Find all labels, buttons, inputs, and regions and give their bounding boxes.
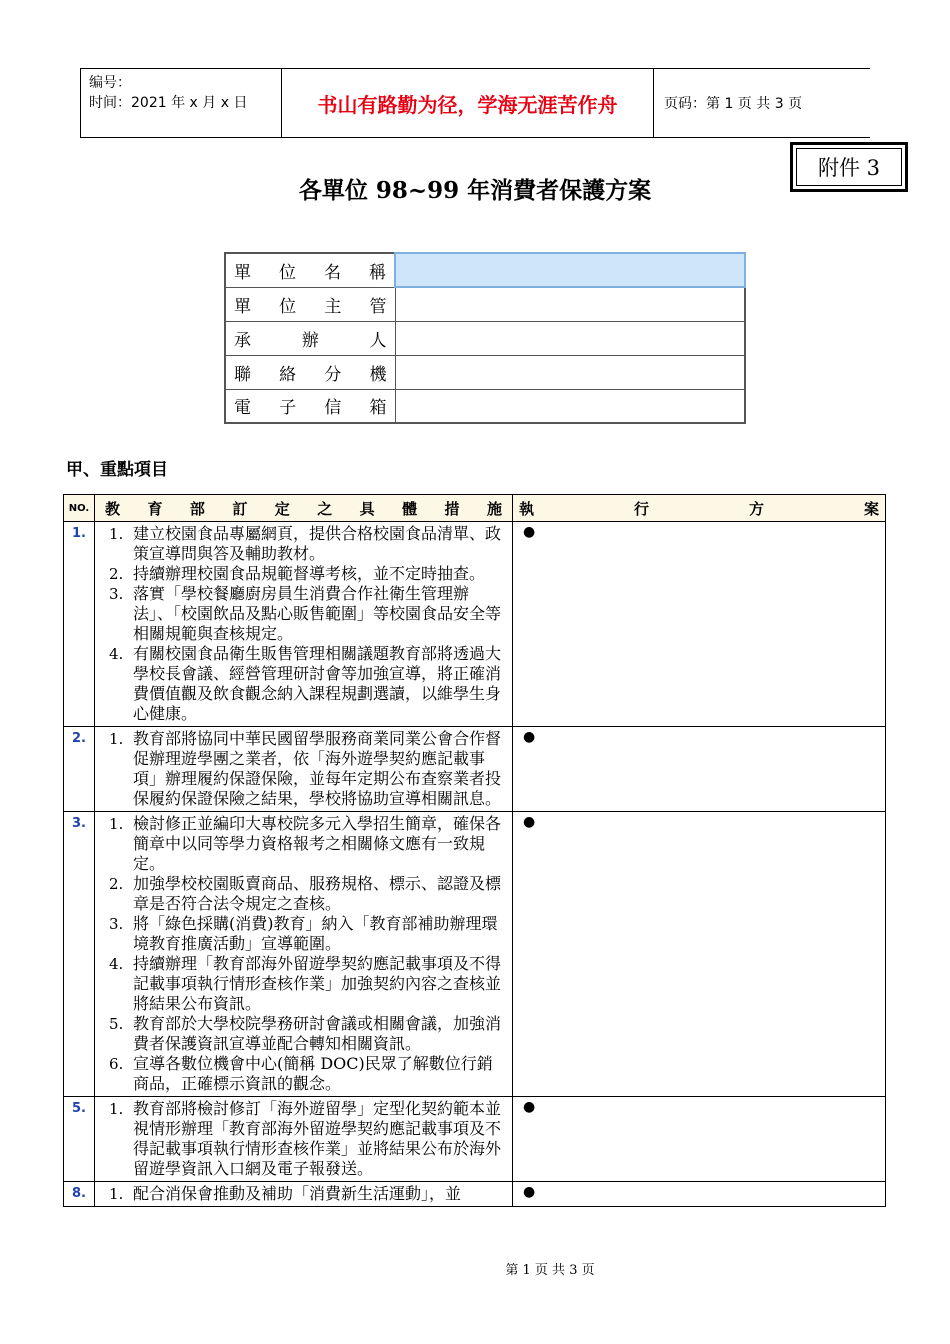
unit-label: [225, 389, 395, 423]
number-label: 编号：: [89, 75, 131, 91]
list-item: [109, 729, 506, 809]
bullet-icon: ●: [523, 729, 536, 745]
item-number: 1.: [109, 730, 124, 748]
measure-cell: [95, 1182, 513, 1207]
item-number: 1.: [109, 1100, 124, 1118]
unit-label-char: 聯: [234, 364, 251, 385]
header-page-info: 页码：第 1 页 共 3 页: [664, 96, 803, 112]
item-text: 配合消保會推動及補助「消費新生活運動」，並: [133, 1184, 462, 1203]
header-plan-char: 方: [748, 499, 764, 518]
unit-value-cell: [395, 389, 745, 423]
header-measure-char: 措: [444, 499, 460, 518]
item-text: 教育部將協同中華民國留學服務商業同業公會合作督促辦理遊學團之業者，依「海外遊學契約應記載事項」辦理履約保證保險，並每年定期公布查察業者投保履約保證保險之結果，學校將協助宣導相關訊息。: [133, 729, 502, 808]
plan-cell: [513, 1182, 886, 1207]
measure-cell: [95, 812, 513, 1097]
item-number: 3.: [109, 585, 124, 603]
item-number: 6.: [109, 1055, 124, 1073]
plan-cell: [513, 812, 886, 1097]
unit-row: [225, 389, 745, 423]
measure-cell: [95, 1097, 513, 1182]
item-text: 教育部將檢討修訂「海外遊留學」定型化契約範本並視情形辦理「教育部海外留遊學契約應記載事項及不得記載事項執行情形查核作業」並將結果公布於海外留遊學資訊入口網及電子報發送。: [133, 1099, 502, 1178]
header-measure-char: 部: [189, 499, 205, 518]
unit-label-char: 機: [369, 364, 387, 385]
header-motto: 书山有路勤为径，学海无涯苦作舟: [282, 69, 654, 137]
unit-info-table: [224, 252, 746, 424]
unit-label-text: [234, 292, 387, 317]
plan-cell: [513, 522, 886, 727]
unit-label-text: [234, 258, 386, 283]
item-number: 1.: [109, 1185, 124, 1203]
item-number: 1.: [109, 525, 124, 543]
row-number: 1.: [64, 522, 95, 727]
plan-cell: [513, 727, 886, 812]
unit-label-char: 子: [279, 398, 297, 419]
item-text: 落實「學校餐廳廚房員生消費合作社衛生管理辦法」、「校園飲品及點心販售範圍」等校園食品安全等相關規範與查核規定。: [133, 584, 502, 643]
section-title: 甲、重點項目: [66, 460, 168, 480]
unit-label-char: 電: [234, 398, 251, 419]
unit-label-char: 辦: [301, 330, 319, 351]
unit-label-char: 管: [369, 296, 387, 317]
item-text: 宣導各數位機會中心(簡稱 DOC)民眾了解數位行銷商品，正確標示資訊的觀念。: [133, 1054, 493, 1093]
row-number: 8.: [64, 1182, 95, 1207]
item-number: 2.: [109, 565, 124, 583]
item-number: 5.: [109, 1015, 124, 1033]
unit-value-cell: [395, 321, 745, 355]
header-measure-char: 之: [317, 499, 333, 518]
unit-label-char: 人: [369, 330, 387, 351]
header-meta: [80, 69, 282, 137]
table-header-row: [64, 495, 886, 522]
page-footer: 第 1 页 共 3 页: [505, 1263, 595, 1278]
unit-label-text: [234, 360, 387, 385]
unit-label-char: 分: [324, 364, 342, 385]
item-text: 持續辦理「教育部海外留遊學契約應記載事項及不得記載事項執行情形查核作業」加強契約內容之查核並將結果公布資訊。: [133, 954, 502, 1013]
unit-row: [225, 355, 745, 389]
unit-label-char: 稱: [369, 262, 386, 283]
unit-row: [225, 287, 745, 321]
unit-value-cell: [395, 287, 745, 321]
header-plan: [513, 495, 886, 522]
list-item: [109, 564, 506, 584]
item-text: 建立校園食品專屬網頁，提供合格校園食品清單、政策宣導問與答及輔助教材。: [133, 524, 502, 563]
unit-value-cell: [395, 253, 745, 287]
unit-label: [225, 253, 395, 287]
unit-row: [225, 253, 745, 287]
unit-label-char: 單: [234, 296, 251, 317]
list-item: [109, 914, 506, 954]
unit-label-char: 單: [234, 262, 251, 283]
unit-label-char: 箱: [369, 398, 387, 419]
row-number: 2.: [64, 727, 95, 812]
bullet-icon: ●: [523, 814, 536, 830]
item-number: 1.: [109, 815, 124, 833]
header-measure-char: 教: [105, 499, 121, 518]
measure-cell: [95, 522, 513, 727]
plan-cell: [513, 1097, 886, 1182]
header-measure-char: 育: [147, 499, 163, 518]
header-measure-char: 施: [486, 499, 502, 518]
unit-label-char: 承: [234, 330, 251, 351]
unit-value-cell: [395, 355, 745, 389]
item-text: 檢討修正並編印大專校院多元入學招生簡章，確保各簡章中以同等學力資格報考之相關條文應有一致規定。: [133, 814, 502, 873]
item-number: 4.: [109, 645, 124, 663]
table-row: [64, 522, 886, 727]
page-title: 各單位 98~99 年消費者保護方案: [298, 177, 652, 204]
bullet-icon: ●: [523, 524, 536, 540]
row-number: 3.: [64, 812, 95, 1097]
unit-label-char: 位: [279, 262, 296, 283]
attachment-label: 附件 3: [817, 156, 881, 180]
unit-label-char: 名: [324, 262, 341, 283]
measure-cell: [95, 727, 513, 812]
row-number: 5.: [64, 1097, 95, 1182]
header-measure: [95, 495, 513, 522]
unit-label-char: 位: [279, 296, 297, 317]
measure-list: [95, 522, 512, 726]
header-no: NO.: [64, 495, 95, 522]
bullet-icon: ●: [523, 1099, 536, 1115]
list-item: [109, 1014, 506, 1054]
list-item: [109, 1099, 506, 1179]
unit-label-char: 信: [324, 398, 342, 419]
bullet-icon: ●: [523, 1184, 536, 1200]
item-text: 教育部於大學校院學務研討會議或相關會議，加強消費者保護資訊宣導並配合轉知相關資訊。: [133, 1014, 502, 1053]
document-header: [80, 68, 870, 138]
header-plan-char: 案: [863, 499, 879, 518]
unit-label: [225, 287, 395, 321]
header-measure-char: 體: [402, 499, 418, 518]
unit-label: [225, 321, 395, 355]
list-item: [109, 584, 506, 644]
list-item: [109, 954, 506, 1014]
measure-list: [95, 812, 512, 1096]
measure-list: [95, 727, 512, 811]
unit-label-text: [234, 326, 387, 351]
measure-list: [95, 1097, 512, 1181]
list-item: [109, 1184, 506, 1204]
header-measure-char: 定: [274, 499, 290, 518]
unit-label-text: [234, 393, 387, 418]
list-item: [109, 874, 506, 914]
header-measure-char: 具: [359, 499, 375, 518]
list-item: [109, 524, 506, 564]
item-number: 3.: [109, 915, 124, 933]
measure-list: [95, 1182, 512, 1206]
list-item: [109, 644, 506, 724]
item-number: 4.: [109, 955, 124, 973]
unit-label-char: 主: [324, 296, 342, 317]
list-item: [109, 1054, 506, 1094]
list-item: [109, 814, 506, 874]
item-text: 將「綠色採購(消費)教育」納入「教育部補助辦理環境教育推廣活動」宣導範圍。: [133, 914, 498, 953]
item-text: 有關校園食品衛生販售管理相關議題教育部將透過大學校長會議、經營管理研討會等加強宣導，將正確消費價值觀及飲食觀念納入課程規劃選讀，以維學生身心健康。: [133, 644, 502, 723]
item-text: 持續辦理校園食品規範督導考核，並不定時抽查。: [133, 564, 486, 583]
measures-table: [63, 494, 886, 1207]
unit-label-char: 絡: [279, 364, 297, 385]
unit-row: [225, 321, 745, 355]
item-text: 加強學校校園販賣商品、服務規格、標示、認證及標章是否符合法令規定之查核。: [133, 874, 502, 913]
unit-label: [225, 355, 395, 389]
table-row: [64, 1097, 886, 1182]
table-row: [64, 1182, 886, 1207]
item-number: 2.: [109, 875, 124, 893]
header-plan-char: 執: [519, 499, 535, 518]
table-row: [64, 812, 886, 1097]
header-plan-char: 行: [633, 499, 649, 518]
time-label: 时间：2021 年 x 月 x 日: [89, 95, 248, 111]
table-row: [64, 727, 886, 812]
header-measure-char: 訂: [232, 499, 248, 518]
